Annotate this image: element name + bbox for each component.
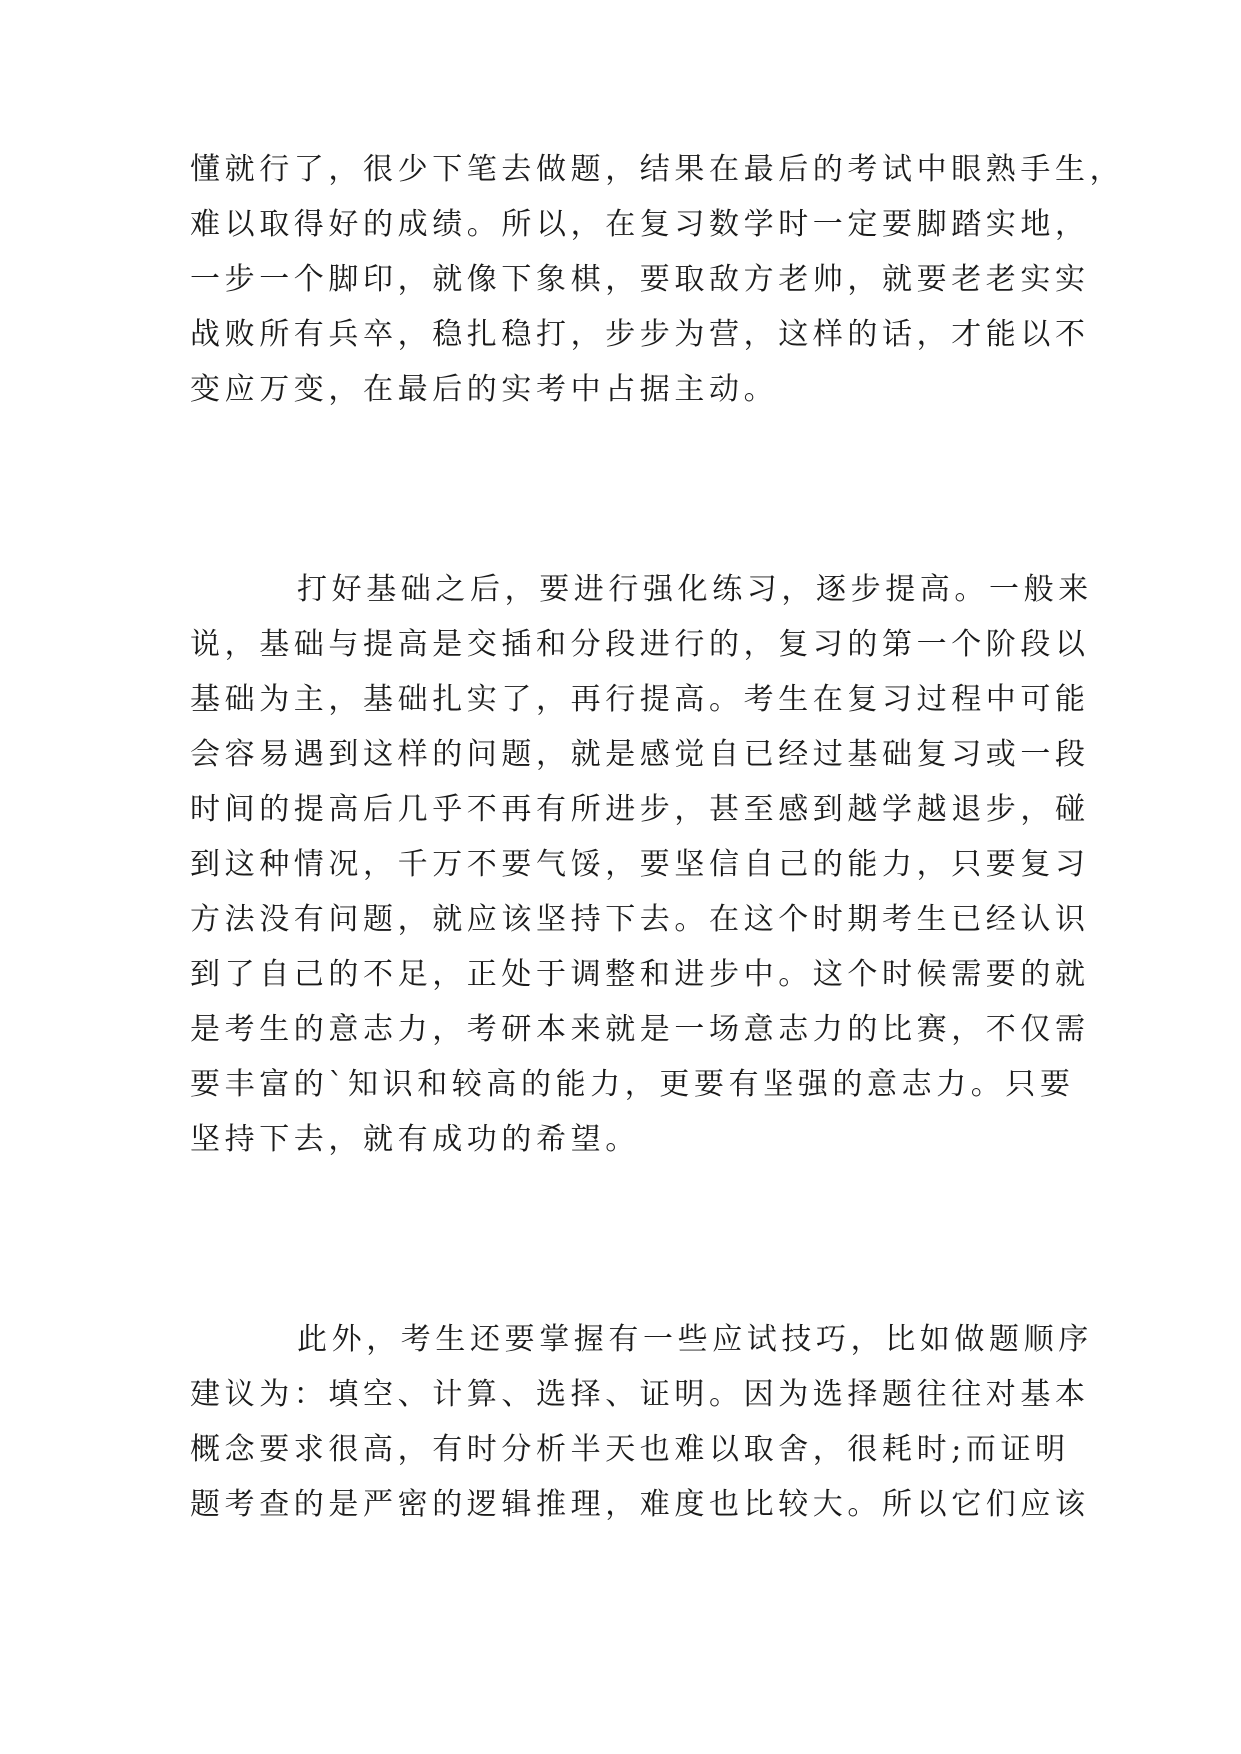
paragraph-2-line-3: 基础为主，基础扎实了，再行提高。考生在复习过程中可能 bbox=[190, 682, 1090, 717]
paragraph-1-line-3: 一步一个脚印，就像下象棋，要取敌方老帅，就要老老实实 bbox=[190, 262, 1090, 297]
paragraph-2-line-8: 到了自己的不足，正处于调整和进步中。这个时候需要的就 bbox=[190, 957, 1090, 992]
paragraph-2-line-7: 方法没有问题，就应该坚持下去。在这个时期考生已经认识 bbox=[190, 902, 1090, 937]
paragraph-2-line-10: 要丰富的`知识和较高的能力，更要有坚强的意志力。只要 bbox=[190, 1067, 1075, 1102]
paragraph-2-line-5: 时间的提高后几乎不再有所进步，甚至感到越学越退步，碰 bbox=[190, 792, 1090, 827]
paragraph-1-line-1: 懂就行了，很少下笔去做题，结果在最后的考试中眼熟手生， bbox=[190, 152, 1125, 187]
paragraph-3-line-2: 建议为：填空、计算、选择、证明。因为选择题往往对基本 bbox=[190, 1377, 1090, 1412]
paragraph-2-line-1: 打好基础之后，要进行强化练习，逐步提高。一般来 bbox=[297, 572, 1093, 607]
paragraph-1-line-4: 战败所有兵卒，稳扎稳打，步步为营，这样的话，才能以不 bbox=[190, 317, 1090, 352]
paragraph-2-line-9: 是考生的意志力，考研本来就是一场意志力的比赛，不仅需 bbox=[190, 1012, 1090, 1047]
paragraph-1-line-5: 变应万变，在最后的实考中占据主动。 bbox=[190, 372, 779, 407]
paragraph-2-line-11: 坚持下去，就有成功的希望。 bbox=[190, 1122, 640, 1157]
paragraph-1-line-2: 难以取得好的成绩。所以，在复习数学时一定要脚踏实地， bbox=[190, 207, 1090, 242]
paragraph-2-line-4: 会容易遇到这样的问题，就是感觉自已经过基础复习或一段 bbox=[190, 737, 1090, 772]
paragraph-3-line-4: 题考查的是严密的逻辑推理，难度也比较大。所以它们应该 bbox=[190, 1487, 1090, 1522]
paragraph-2-line-6: 到这种情况，千万不要气馁，要坚信自己的能力，只要复习 bbox=[190, 847, 1090, 882]
paragraph-3-line-3: 概念要求很高，有时分析半天也难以取舍，很耗时;而证明 bbox=[190, 1432, 1070, 1467]
paragraph-2-line-2: 说，基础与提高是交插和分段进行的，复习的第一个阶段以 bbox=[190, 627, 1090, 662]
paragraph-3-line-1: 此外，考生还要掌握有一些应试技巧，比如做题顺序 bbox=[297, 1322, 1093, 1357]
